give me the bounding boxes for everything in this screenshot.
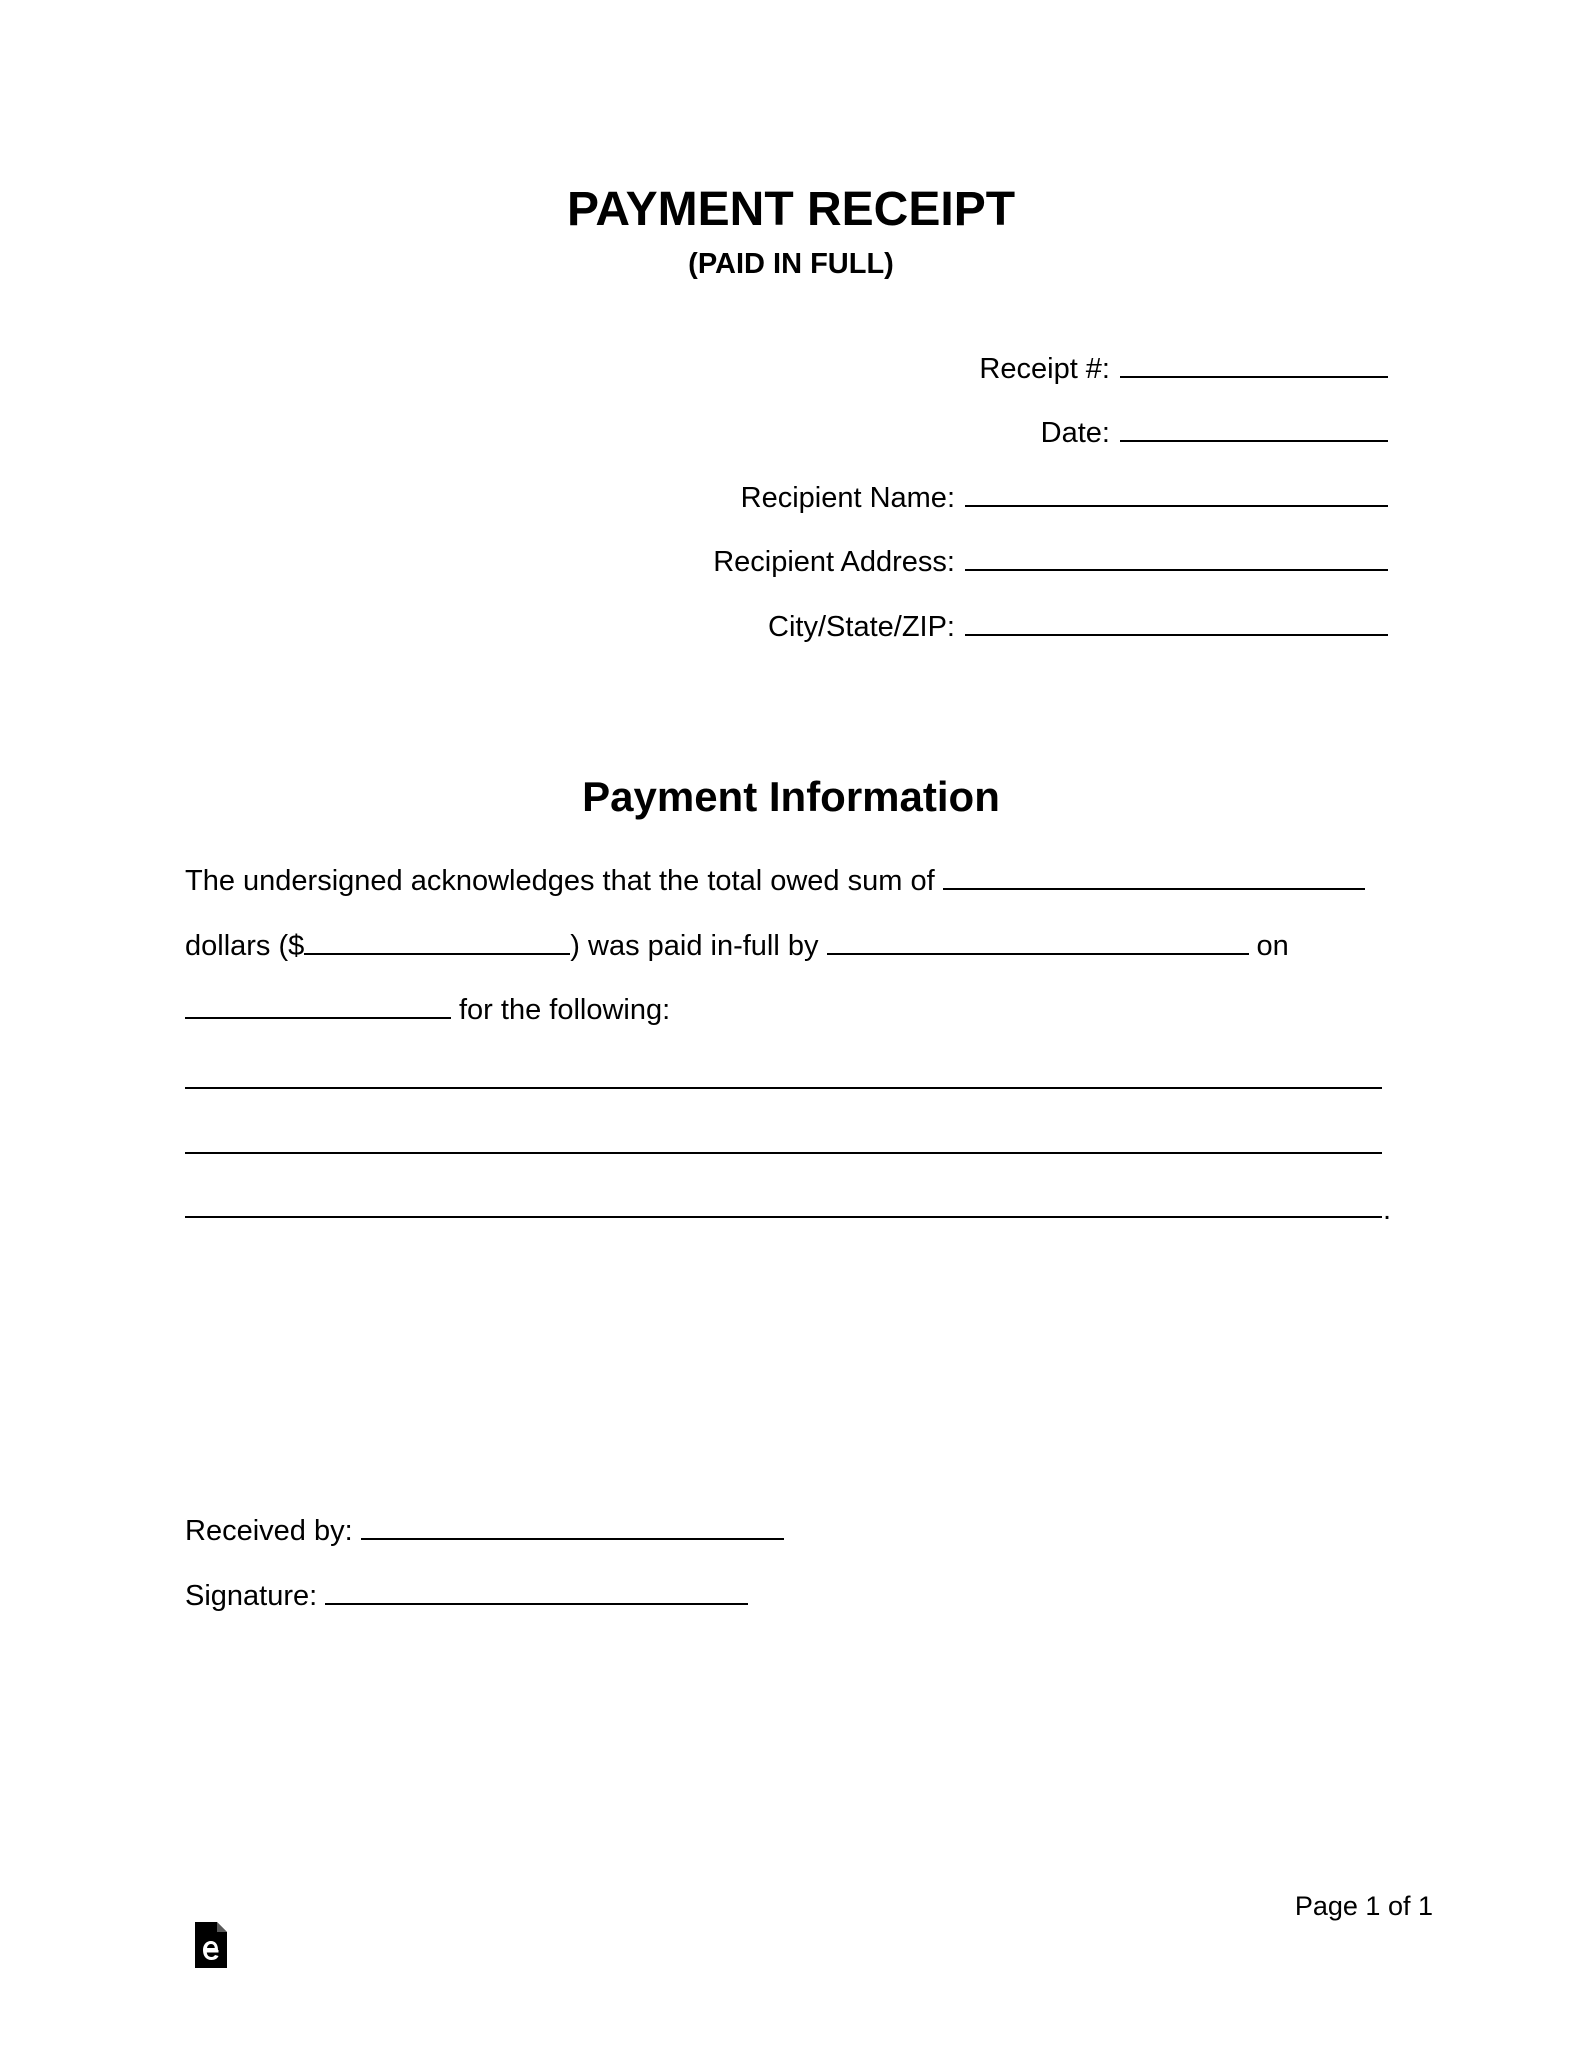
recipient-name-blank[interactable] — [965, 479, 1388, 507]
date-blank[interactable] — [1120, 414, 1388, 442]
city-state-zip-field — [768, 608, 1388, 644]
receipt-number-label: Receipt #: — [979, 353, 1110, 385]
recipient-address-blank[interactable] — [965, 543, 1388, 571]
date-field — [1041, 414, 1388, 450]
payment-date-blank[interactable] — [185, 991, 451, 1019]
payment-line-2 — [185, 927, 1289, 963]
page-number: Page 1 of 1 — [1294, 1891, 1433, 1921]
received-by-label: Received by: — [185, 1515, 353, 1547]
city-state-zip-blank[interactable] — [965, 608, 1388, 636]
sum-in-words-blank[interactable] — [943, 862, 1365, 890]
recipient-name-field — [741, 479, 1388, 515]
document-title: PAYMENT RECEIPT — [566, 183, 1016, 236]
received-by-blank[interactable] — [361, 1512, 784, 1540]
recipient-name-label: Recipient Name: — [740, 482, 955, 514]
date-label: Date: — [1040, 417, 1110, 449]
payment-line-1 — [185, 862, 1373, 898]
description-line-3[interactable] — [185, 1216, 1382, 1218]
on-text: on — [1256, 930, 1289, 962]
eforms-logo-icon — [193, 1920, 229, 1970]
received-by-field — [185, 1512, 792, 1548]
signature-label: Signature: — [185, 1580, 318, 1612]
receipt-number-blank[interactable] — [1120, 350, 1388, 378]
description-end-period: . — [1383, 1194, 1392, 1226]
recipient-address-label: Recipient Address: — [713, 546, 955, 578]
payment-line-3 — [185, 991, 670, 1027]
signature-blank[interactable] — [325, 1577, 748, 1605]
signature-field — [185, 1577, 756, 1613]
payment-line-1-text: The undersigned acknowledges that the total owed sum of — [185, 865, 935, 897]
receipt-number-field — [979, 350, 1388, 386]
description-line-1[interactable] — [185, 1087, 1382, 1089]
city-state-zip-label: City/State/ZIP: — [768, 611, 955, 643]
dollar-amount-blank[interactable] — [304, 927, 570, 955]
document-subtitle: (PAID IN FULL) — [688, 248, 894, 280]
payment-information-title: Payment Information — [582, 773, 1000, 820]
eforms-logo-svg — [193, 1920, 229, 1970]
paid-by-text: ) was paid in-full by — [570, 930, 819, 962]
for-the-following-text: for the following: — [459, 994, 671, 1026]
description-line-2[interactable] — [185, 1152, 1382, 1154]
payer-name-blank[interactable] — [827, 927, 1249, 955]
recipient-address-field — [713, 543, 1388, 579]
dollars-prefix-text: dollars ($ — [185, 930, 305, 962]
